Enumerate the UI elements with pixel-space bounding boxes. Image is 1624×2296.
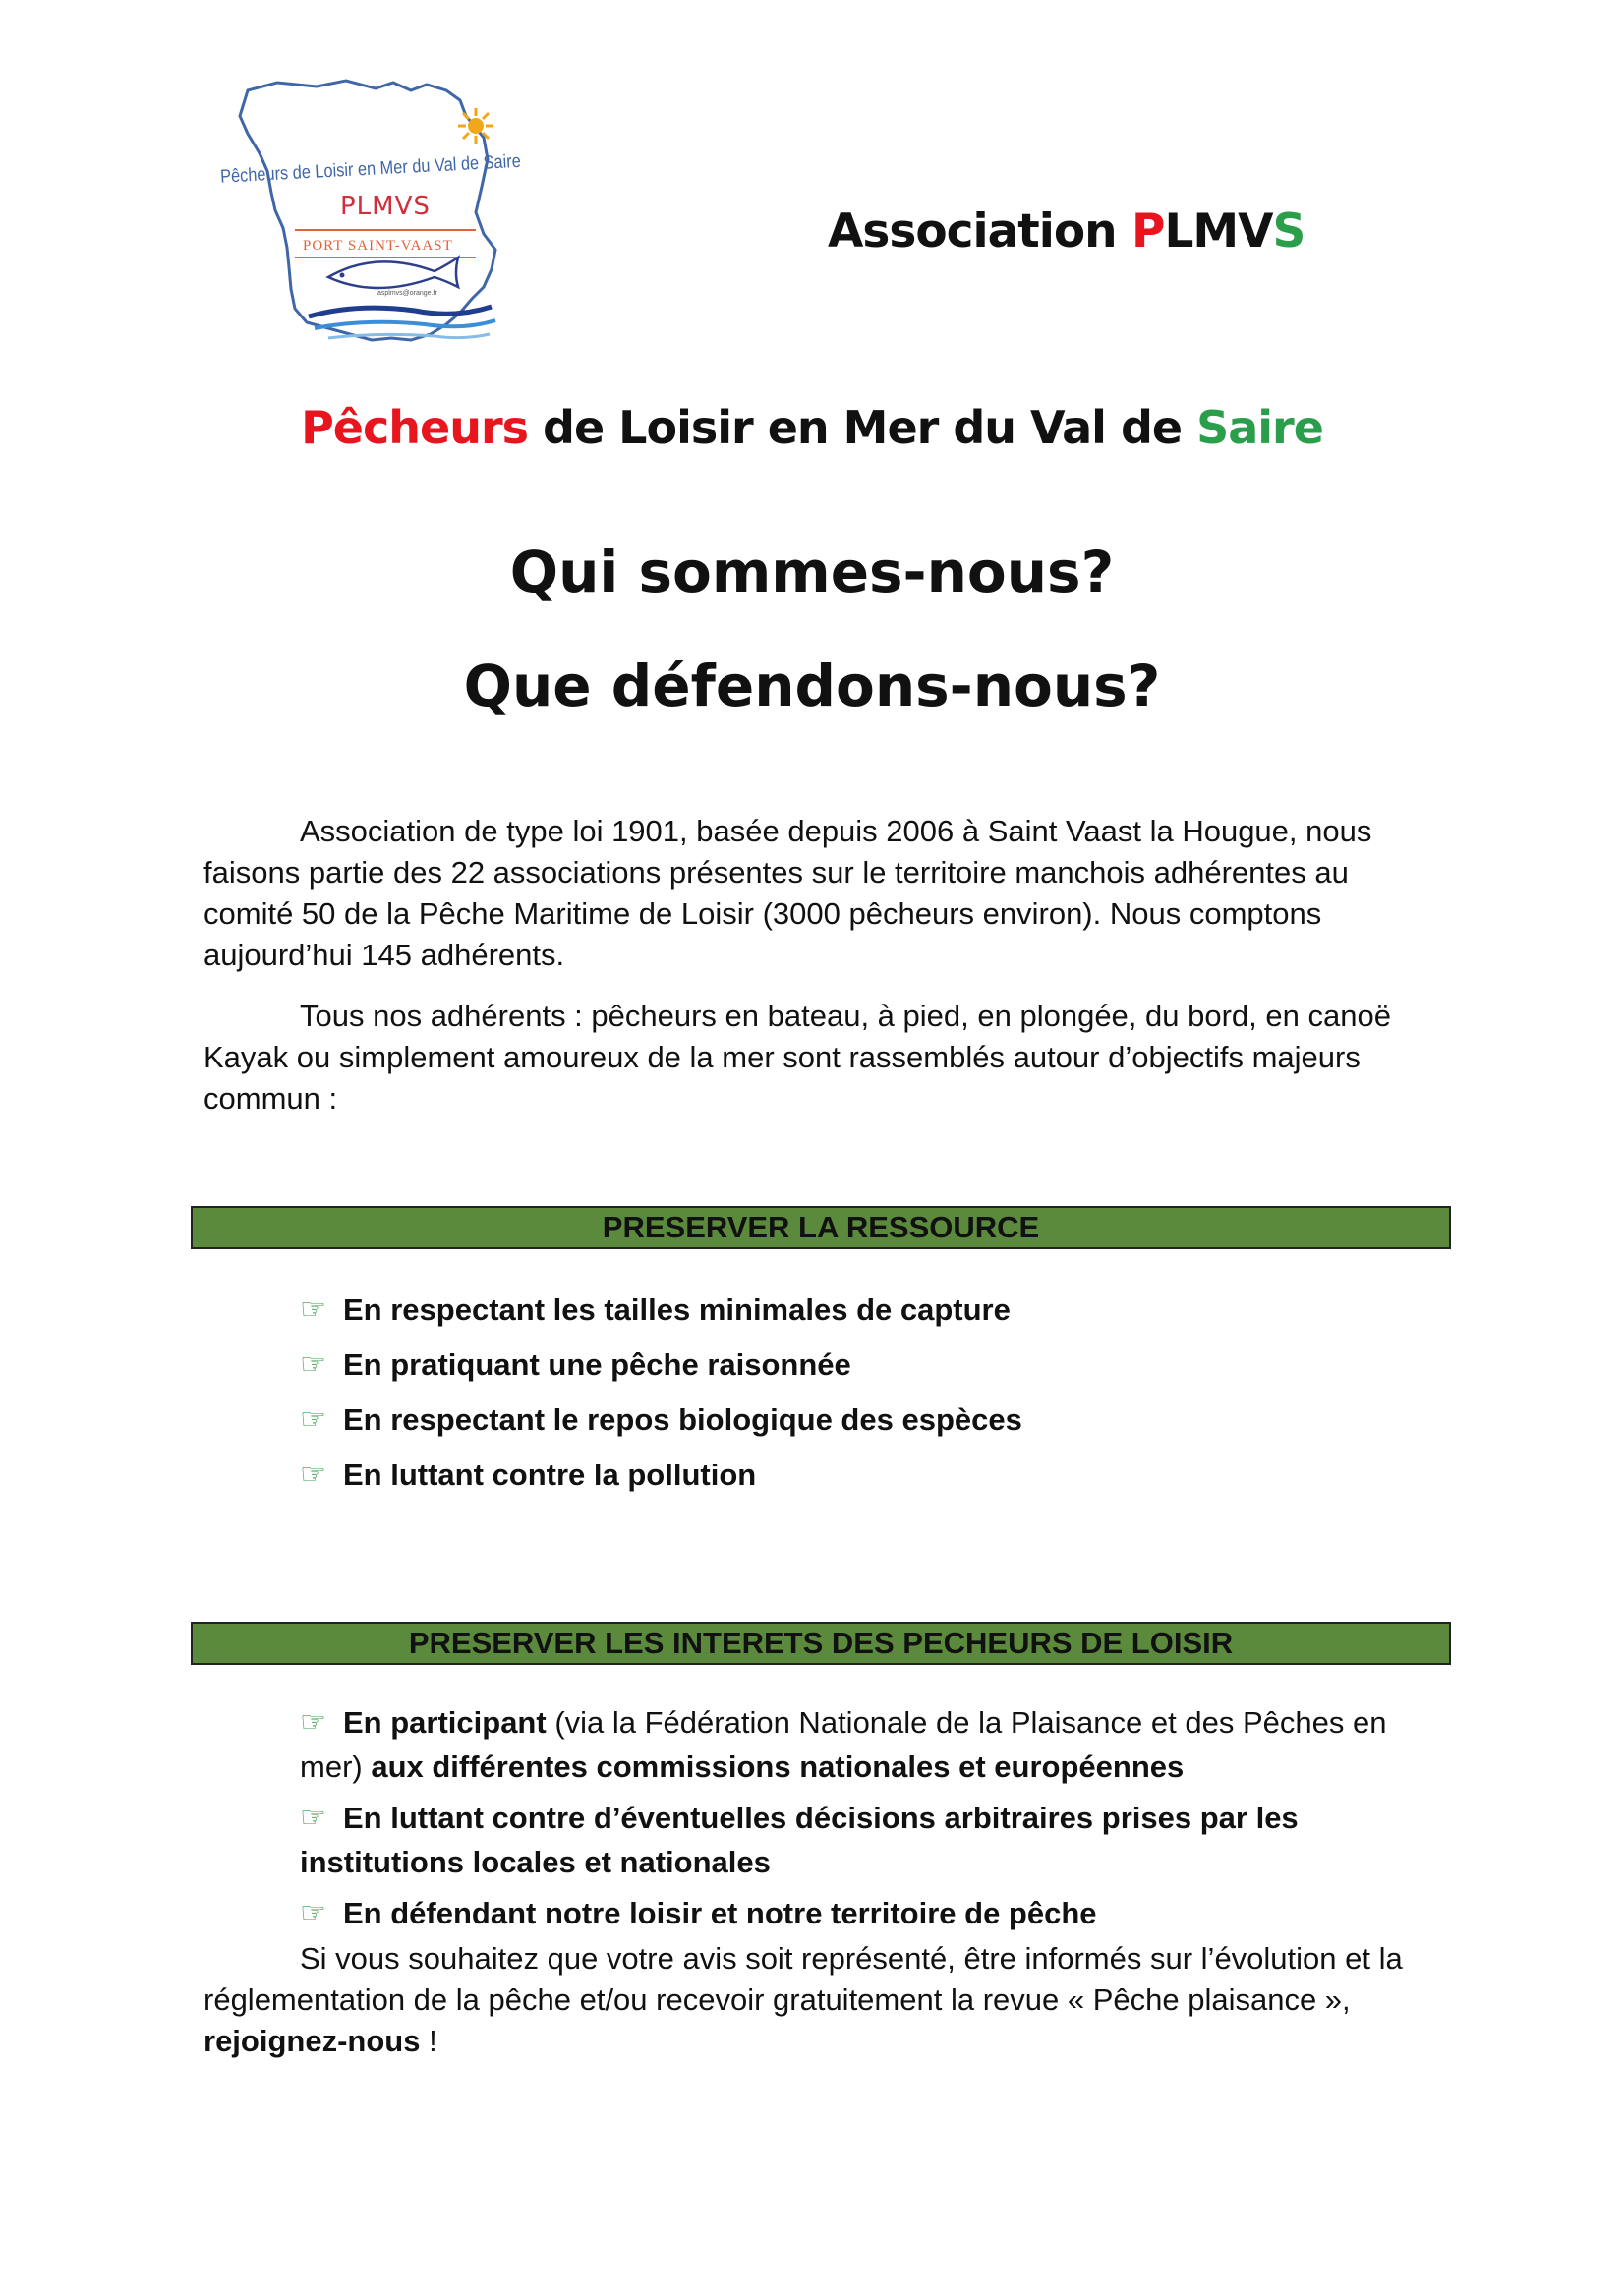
list-item-text: En luttant contre d’éventuelles décisions arbitraires prises par les institutions locales et nationales bbox=[300, 1801, 1299, 1879]
heading-what-we-defend: Que défendons-nous? bbox=[463, 653, 1161, 719]
pointing-hand-icon: ☞ bbox=[300, 1705, 326, 1740]
logo-location: PORT SAINT-VAAST bbox=[303, 238, 453, 254]
list-item bbox=[300, 1796, 1450, 1884]
closing-text: Si vous souhaitez que votre avis soit représenté, être informés sur l’évolution et la réglementation de la pêche et/ou recevoir gratuitement la revue « Pêche plaisance », bbox=[203, 1941, 1403, 2017]
list-item bbox=[300, 1891, 1450, 1935]
list-item bbox=[300, 1283, 1450, 1338]
pointing-hand-icon: ☞ bbox=[300, 1896, 326, 1930]
pointing-hand-icon: ☞ bbox=[300, 1458, 326, 1492]
subtitle-part1: Pêcheurs bbox=[301, 401, 529, 454]
heading-who-are-we: Qui sommes-nous? bbox=[509, 539, 1115, 605]
pointing-hand-icon: ☞ bbox=[300, 1801, 326, 1835]
association-title bbox=[828, 204, 1305, 258]
list-item bbox=[300, 1338, 1450, 1393]
section-banner-interests: PRESERVER LES INTERETS DES PECHEURS DE LOISIR bbox=[191, 1622, 1451, 1665]
closing-end: ! bbox=[420, 2024, 437, 2058]
logo-acronym: PLMVS bbox=[340, 192, 431, 221]
list-item-text: En défendant notre loisir et notre territoire de pêche bbox=[343, 1896, 1097, 1930]
acronym-p: P bbox=[1131, 204, 1165, 258]
list-item-text: En respectant le repos biologique des espèces bbox=[343, 1403, 1022, 1437]
intro-paragraph-2: Tous nos adhérents : pêcheurs en bateau, à pied, en plongée, du bord, en canoë Kayak ou simplement amoureux de la mer sont rassemblés autour d’objectifs majeurs commun : bbox=[203, 999, 1391, 1116]
pointing-hand-icon: ☞ bbox=[300, 1292, 326, 1327]
list-item bbox=[300, 1393, 1450, 1448]
list-item-text: En respectant les tailles minimales de capture bbox=[343, 1292, 1011, 1327]
pointing-hand-icon: ☞ bbox=[300, 1348, 326, 1382]
join-us-text: rejoignez-nous bbox=[203, 2024, 421, 2058]
list-item-text: (via la Fédération Nationale de la Plaisance et des Pêches en mer) bbox=[300, 1705, 1387, 1784]
subtitle-part2: de Loisir en Mer du Val de bbox=[528, 401, 1197, 454]
interests-objectives-list bbox=[300, 1700, 1450, 1942]
resource-objectives-list bbox=[300, 1283, 1450, 1503]
sun-icon bbox=[458, 108, 493, 144]
list-item bbox=[300, 1448, 1450, 1503]
list-item-text: En luttant contre la pollution bbox=[343, 1458, 757, 1492]
logo-text-line: Pêcheurs de Loisir en Mer du Val de Saire bbox=[219, 148, 570, 188]
association-full-name bbox=[0, 401, 1624, 454]
acronym-s: S bbox=[1272, 204, 1305, 258]
assoc-prefix: Association bbox=[828, 204, 1131, 258]
logo-email: asplmvs@orange.fr bbox=[377, 290, 437, 297]
subtitle-part3: Saire bbox=[1196, 401, 1323, 454]
closing-paragraph bbox=[203, 1938, 1442, 2062]
list-item-text: En pratiquant une pêche raisonnée bbox=[343, 1348, 851, 1382]
acronym-lmv: LMV bbox=[1164, 204, 1273, 258]
section-banner-resource: PRESERVER LA RESSOURCE bbox=[191, 1206, 1451, 1249]
fish-icon bbox=[328, 258, 458, 288]
list-item-bold: aux différentes commissions nationales et européennes bbox=[371, 1750, 1185, 1784]
intro-paragraph-1: Association de type loi 1901, basée depuis 2006 à Saint Vaast la Hougue, nous faisons partie des 22 associations présentes sur le territoire manchois adhérentes au comité 50 de la Pêche Maritime de Loisir (3000 pêcheurs environ). Nous comptons aujourd’hui 145 adhérents. bbox=[203, 814, 1372, 972]
list-item-bold: En participant bbox=[343, 1705, 547, 1740]
list-item bbox=[300, 1700, 1450, 1789]
plmvs-logo bbox=[218, 77, 570, 357]
pointing-hand-icon: ☞ bbox=[300, 1403, 326, 1437]
